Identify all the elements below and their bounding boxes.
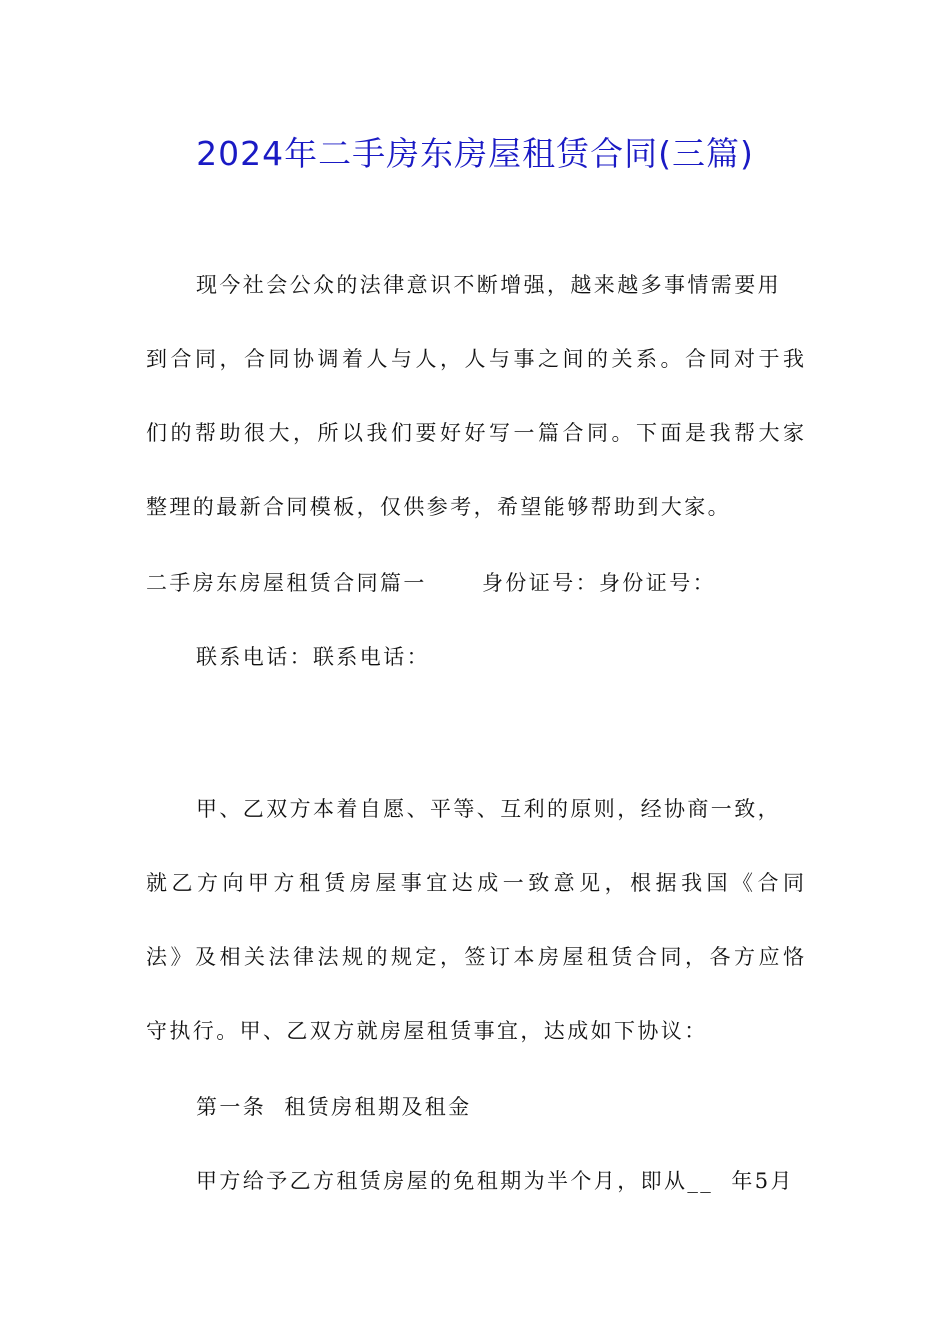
phone-line: 联系电话：联系电话： xyxy=(196,645,430,669)
article-text-line: 甲方给予乙方租赁房屋的免租期为半个月，即从__ 年5月 xyxy=(196,1169,794,1193)
paragraph-line: 守执行。甲、乙双方就房屋租赁事宜，达成如下协议： xyxy=(146,1019,708,1043)
document-title: 2024年二手房东房屋租赁合同(三篇) xyxy=(196,134,754,173)
section-heading: 二手房东房屋租赁合同篇一 xyxy=(146,571,427,595)
paragraph-line: 们的帮助很大，所以我们要好好写一篇合同。下面是我帮大家 xyxy=(146,421,804,445)
paragraph-line: 法》及相关法律法规的规定，签订本房屋租赁合同，各方应恪 xyxy=(146,945,804,969)
paragraph-line: 现今社会公众的法律意识不断增强，越来越多事情需要用 xyxy=(196,273,781,297)
paragraph-line: 到合同，合同协调着人与人，人与事之间的关系。合同对于我 xyxy=(146,347,804,371)
paragraph-line: 甲、乙双方本着自愿、平等、互利的原则，经协商一致， xyxy=(196,797,781,821)
article-heading: 第一条 租赁房租期及租金 xyxy=(196,1095,472,1119)
paragraph-line: 整理的最新合同模板，仅供参考，希望能够帮助到大家。 xyxy=(146,495,731,519)
paragraph-line: 就乙方向甲方租赁房屋事宜达成一致意见，根据我国《合同 xyxy=(146,871,804,895)
id-number-line: 身份证号：身份证号： xyxy=(482,571,716,595)
